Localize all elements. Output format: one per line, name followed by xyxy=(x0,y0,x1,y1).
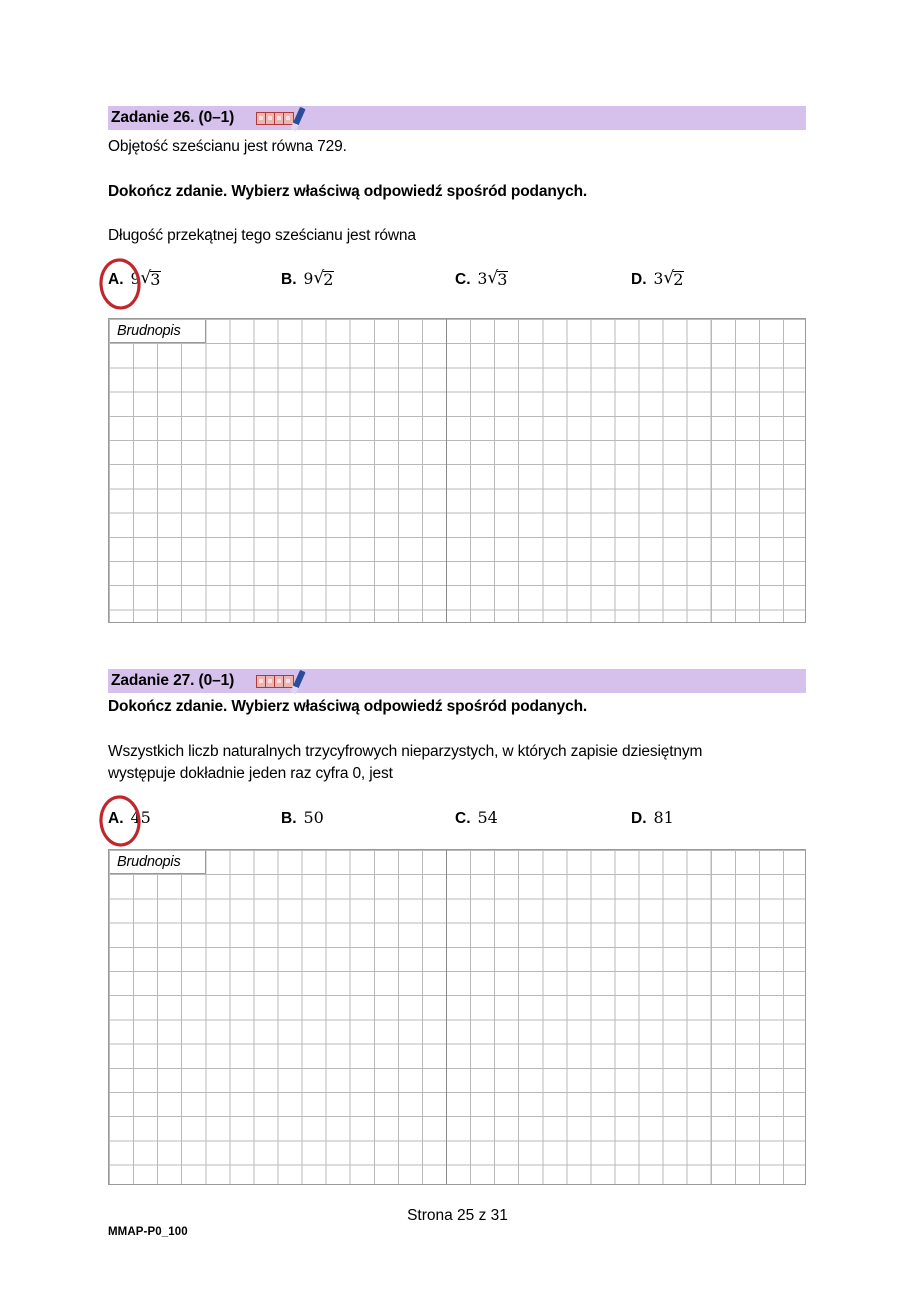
task-26-intro: Objętość sześcianu jest równa 729. xyxy=(108,138,347,155)
answer-label-a-26: A. xyxy=(108,271,124,288)
page-number: Strona 25 z 31 xyxy=(407,1207,508,1224)
answer-option-b-27[interactable] xyxy=(281,808,324,828)
grid-center-line xyxy=(446,850,447,1184)
answer-boxes-icon xyxy=(256,675,294,688)
exam-code: MMAP-P0_100 xyxy=(108,1226,188,1238)
answer-value-b-26: 9 √ 2 xyxy=(303,268,334,289)
answer-label-d-27: D. xyxy=(631,810,647,827)
scratch-grid-27 xyxy=(108,849,806,1185)
task-title-26: Zadanie 26. (0–1) xyxy=(111,109,235,126)
box-1 xyxy=(257,113,266,124)
box-2 xyxy=(266,676,275,687)
task-26-answers xyxy=(0,270,915,304)
answer-value-d-27: 81 xyxy=(653,808,674,827)
task-27-instruction: Dokończ zdanie. Wybierz właściwą odpowiedź spośród podanych. xyxy=(108,698,588,715)
radicand: 3 xyxy=(150,269,161,289)
task-27-answers xyxy=(0,808,915,842)
answer-option-a-26[interactable] xyxy=(108,270,161,289)
answer-value-c-27: 54 xyxy=(477,808,498,827)
scratch-label-cell-27 xyxy=(110,851,206,874)
answer-option-c-26[interactable] xyxy=(455,270,508,289)
four-boxes-pen-icon xyxy=(256,670,314,692)
grid-center-line xyxy=(446,319,447,622)
answer-option-d-27[interactable] xyxy=(631,808,674,828)
answer-value-a-26: 9 √ 3 xyxy=(130,268,161,289)
scratch-grid-26 xyxy=(108,318,806,623)
answer-label-c-27: C. xyxy=(455,810,471,827)
task-27-stem-line-2: występuje dokładnie jeden raz cyfra 0, jest xyxy=(108,765,393,782)
answer-label-b-27: B. xyxy=(281,810,297,827)
task-title-27: Zadanie 27. (0–1) xyxy=(111,672,235,689)
answer-label-c-26: C. xyxy=(455,271,471,288)
answer-option-b-26[interactable] xyxy=(281,270,334,289)
answer-option-a-27[interactable] xyxy=(108,808,151,828)
answer-value-c-26: 3 √ 3 xyxy=(477,268,508,289)
coef: 3 xyxy=(653,270,664,288)
task-header-bar-26 xyxy=(108,106,806,130)
coef: 9 xyxy=(130,270,141,288)
answer-value-b-27: 50 xyxy=(303,808,324,827)
scratch-label-26: Brudnopis xyxy=(117,323,181,339)
radicand: 3 xyxy=(497,269,508,289)
answer-value-a-27: 45 xyxy=(130,808,151,827)
four-boxes-pen-icon xyxy=(256,107,314,129)
scratch-label-27: Brudnopis xyxy=(117,854,181,870)
answer-boxes-icon xyxy=(256,112,294,125)
box-1 xyxy=(257,676,266,687)
coef: 9 xyxy=(303,270,314,288)
task-27-stem-line-1: Wszystkich liczb naturalnych trzycyfrowych nieparzystych, w których zapisie dziesiętnym xyxy=(108,743,703,760)
box-2 xyxy=(266,113,275,124)
answer-label-b-26: B. xyxy=(281,271,297,288)
task-header-bar-27 xyxy=(108,669,806,693)
scratch-label-cell-26 xyxy=(110,320,206,343)
answer-value-d-26: 3 √ 2 xyxy=(653,268,684,289)
radicand: 2 xyxy=(323,269,334,289)
coef: 3 xyxy=(477,270,488,288)
answer-option-c-27[interactable] xyxy=(455,808,498,828)
box-3 xyxy=(275,676,284,687)
radicand: 2 xyxy=(673,269,684,289)
answer-option-d-26[interactable] xyxy=(631,270,684,289)
task-26-instruction: Dokończ zdanie. Wybierz właściwą odpowiedź spośród podanych. xyxy=(108,183,588,200)
answer-label-a-27: A. xyxy=(108,810,124,827)
box-3 xyxy=(275,113,284,124)
answer-label-d-26: D. xyxy=(631,271,647,288)
task-26-stem: Długość przekątnej tego sześcianu jest równa xyxy=(108,227,416,244)
